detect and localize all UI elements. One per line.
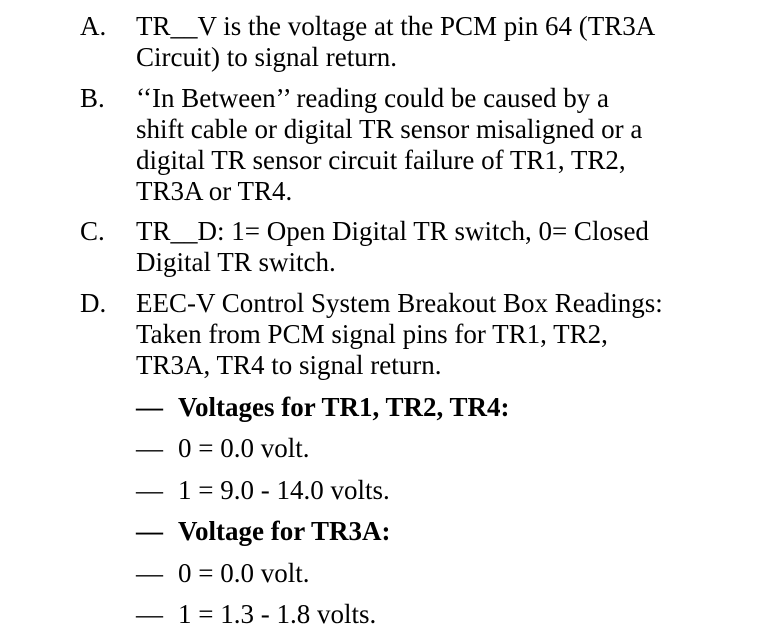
- note-line: Circuit) to signal return.: [136, 42, 397, 72]
- note-text: [136, 11, 756, 73]
- note-line: Digital TR switch.: [136, 247, 336, 277]
- em-dash: —: [136, 433, 163, 463]
- note-letter: C.: [80, 216, 105, 246]
- em-dash: —: [136, 475, 163, 505]
- note-text: [136, 83, 756, 207]
- note-line: TR__V is the voltage at the PCM pin 64 (TR3A: [136, 11, 656, 41]
- reading-text: 0 = 0.0 volt.: [178, 558, 310, 588]
- note-letter: B.: [80, 83, 105, 113]
- note-line: Taken from PCM signal pins for TR1, TR2,: [136, 319, 608, 349]
- note-line: EEC-V Control System Breakout Box Readings:: [136, 288, 663, 318]
- reading-text: 1 = 9.0 - 14.0 volts.: [178, 475, 390, 505]
- reading-heading-tr1-tr2-tr4: [136, 392, 736, 423]
- note-line: TR__D: 1= Open Digital TR switch, 0= Closed: [136, 216, 649, 246]
- reading-item: [136, 475, 736, 506]
- reading-item: [136, 433, 736, 464]
- note-line: digital TR sensor circuit failure of TR1, TR2,: [136, 145, 626, 175]
- em-dash: —: [136, 516, 163, 546]
- em-dash: —: [136, 392, 163, 422]
- reading-item: [136, 599, 736, 630]
- em-dash: —: [136, 599, 163, 629]
- note-letter: D.: [80, 288, 107, 318]
- reading-text: 0 = 0.0 volt.: [178, 433, 310, 463]
- note-text: [136, 216, 756, 278]
- note-line: TR3A or TR4.: [136, 176, 293, 206]
- em-dash: —: [136, 558, 163, 588]
- reading-text: 1 = 1.3 - 1.8 volts.: [178, 599, 377, 629]
- note-text: [136, 288, 756, 381]
- note-letter: A.: [80, 11, 107, 41]
- reading-heading-tr3a: [136, 516, 736, 547]
- reading-text: Voltage for TR3A:: [178, 516, 391, 546]
- note-line: shift cable or digital TR sensor misaligned or a: [136, 114, 643, 144]
- reading-item: [136, 558, 736, 589]
- note-line: TR3A, TR4 to signal return.: [136, 350, 442, 380]
- reading-text: Voltages for TR1, TR2, TR4:: [178, 392, 510, 422]
- note-line: ‘‘In Between’’ reading could be caused by a: [136, 83, 610, 113]
